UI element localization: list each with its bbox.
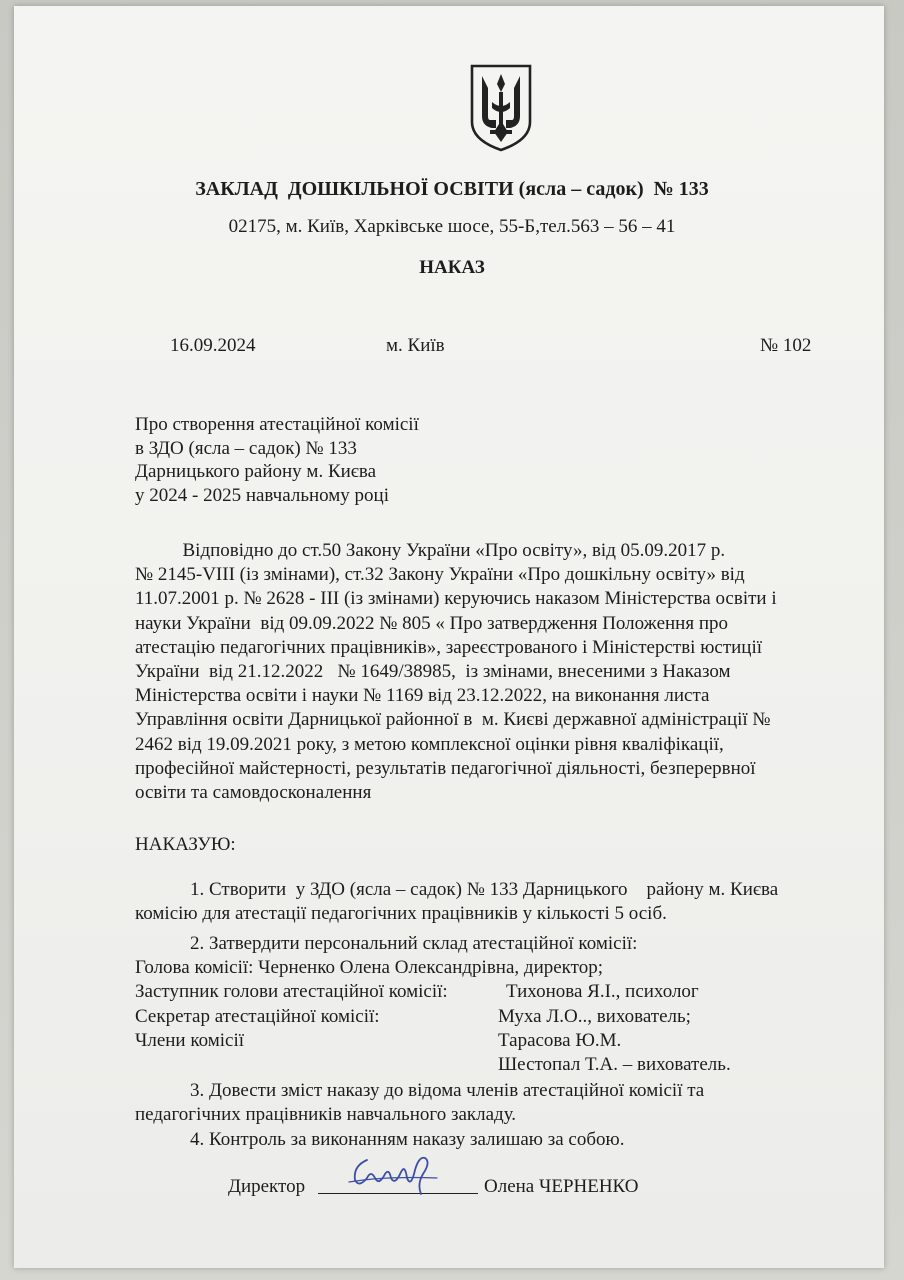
item-1-line-2: комісію для атестації педагогічних працівників у кількості 5 осіб. (135, 903, 667, 924)
commission-chair: Голова комісії: Черненко Олена Олександрівна, директор; (135, 957, 603, 978)
preamble-paragraph (135, 539, 875, 805)
subject-line: Дарницького району м. Києва (135, 461, 377, 482)
item-3-line-2: педагогічних працівників навчального закладу. (135, 1104, 517, 1125)
subject-line: Про створення атестаційної комісії (135, 414, 419, 435)
member-name: Шестопал Т.А. – вихователь. (498, 1054, 731, 1075)
subject-line: у 2024 - 2025 навчальному році (135, 484, 390, 506)
preamble-line: атестацію педагогічних працівників», зареєстрованого і Міністерстві юстиції (135, 636, 763, 658)
signatory-title: Директор (228, 1176, 306, 1197)
order-keyword: НАКАЗУЮ: (135, 834, 236, 855)
order-date: 16.09.2024 (170, 335, 256, 356)
deputy-name: Тихонова Я.І., психолог (506, 981, 699, 1002)
item-4: 4. Контроль за виконанням наказу залишаю за собою. (190, 1129, 625, 1150)
preamble-line: освіти та самовдосконалення (135, 782, 372, 804)
preamble-line: України від 21.12.2022 № 1649/38985, із змінами, внесеними з Наказом (135, 661, 731, 683)
handwritten-signature (345, 1148, 445, 1200)
order-city: м. Київ (386, 335, 445, 356)
members-label: Члени комісії (135, 1030, 245, 1051)
preamble-line: 2462 від 19.09.2021 року, з метою комплексної оцінки рівня кваліфікації, (135, 733, 724, 755)
secretary-name: Муха Л.О.., вихователь; (498, 1006, 691, 1027)
order-number: № 102 (760, 335, 812, 356)
preamble-line: № 2145-VIII (із змінами), ст.32 Закону України «Про дошкільну освіту» від (135, 564, 745, 586)
preamble-line: професійної майстерності, результатів педагогічної діяльності, безперервної (135, 757, 756, 779)
member-name: Тарасова Ю.М. (498, 1030, 622, 1051)
organization-address: 02175, м. Київ, Харківське шосе, 55-Б,тел.563 – 56 – 41 (228, 216, 676, 237)
deputy-label: Заступник голови атестаційної комісії: (135, 981, 448, 1002)
subject-line: в ЗДО (ясла – садок) № 133 (135, 437, 357, 459)
item-3-line-1: 3. Довести зміст наказу до відома членів атестаційної комісії та (190, 1080, 705, 1101)
secretary-label: Секретар атестаційної комісії: (135, 1006, 380, 1027)
preamble-line: Міністерства освіти і науки № 1169 від 23.12.2022, на виконання листа (135, 685, 710, 707)
preamble-line: Управління освіти Дарницької районної в м. Києві державної адміністрації № (135, 709, 771, 731)
item-1-line-1: 1. Створити у ЗДО (ясла – садок) № 133 Дарницького району м. Києва (190, 879, 779, 900)
document-type-title: НАКАЗ (419, 257, 485, 278)
organization-name: ЗАКЛАД ДОШКІЛЬНОЇ ОСВІТИ (ясла – садок) № 133 (195, 178, 709, 200)
preamble-line: Відповідно до ст.50 Закону України «Про освіту», від 05.09.2017 р. (135, 540, 726, 561)
order-subject (135, 413, 535, 507)
preamble-line: 11.07.2001 р. № 2628 - ІІІ (із змінами) керуючись наказом Міністерства освіти і (135, 588, 777, 610)
trident-emblem-icon (468, 62, 534, 152)
item-2-heading: 2. Затвердити персональний склад атестаційної комісії: (190, 933, 638, 954)
preamble-line: науки України від 09.09.2022 № 805 « Про затвердження Положення про (135, 612, 728, 634)
signatory-name: Олена ЧЕРНЕНКО (484, 1176, 639, 1197)
